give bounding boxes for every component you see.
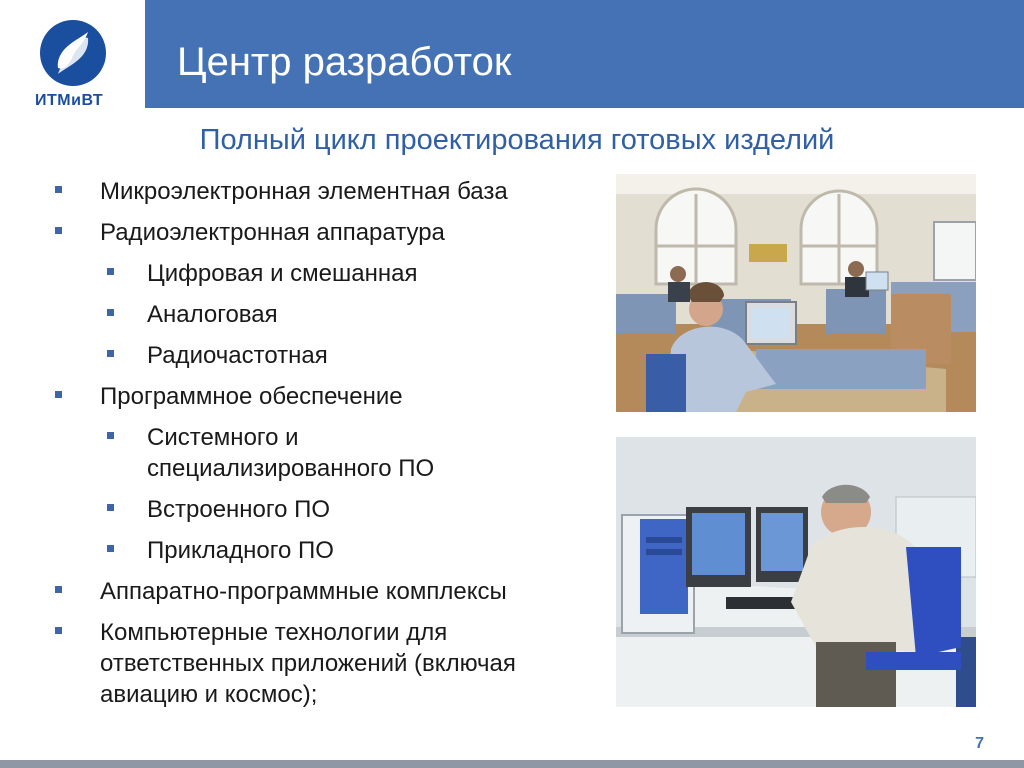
list-item-text: авиацию и космос); [100,681,318,708]
list-item [100,176,508,207]
lab-photo [616,437,976,707]
bullet-marker [107,545,114,552]
footer-bar [0,760,1024,768]
list-item-text: Цифровая и смешанная [147,260,418,287]
list-item [147,340,328,371]
list-item-text: Аналоговая [147,301,278,328]
bullet-marker [55,586,62,593]
list-item-continuation [147,453,434,484]
list-item-continuation [100,648,516,679]
bullet-marker [107,504,114,511]
list-item [100,381,403,412]
list-item-text: Системного и [147,424,299,451]
bullet-marker [55,627,62,634]
list-item-text: Прикладного ПО [147,537,334,564]
bullet-marker [55,391,62,398]
bullet-marker [107,268,114,275]
subtitle: Полный цикл проектирования готовых изделий [199,124,835,156]
list-item-text: Аппаратно-программные комплексы [100,578,507,605]
itmivt-logo-icon [38,18,108,88]
list-item-text: Программное обеспечение [100,383,403,410]
list-item-text: ответственных приложений (включая [100,650,516,677]
page-title: Центр разработок [177,40,512,84]
list-item [100,576,507,607]
bullet-marker [107,350,114,357]
header-bar [145,0,1024,108]
list-item-text: Радиоэлектронная аппаратура [100,219,445,246]
list-item [147,422,299,453]
logo-text: ИТМиВТ [35,92,104,109]
list-item-continuation [100,679,317,710]
bullet-marker [107,309,114,316]
list-item-text: Радиочастотная [147,342,328,369]
list-item-text: специализированного ПО [147,455,435,482]
office-photo [616,174,976,412]
list-item [147,494,330,525]
list-item-text: Компьютерные технологии для [100,619,448,646]
page-number: 7 [975,735,984,752]
list-item-text: Встроенного ПО [147,496,331,523]
list-item [100,617,447,648]
list-item [147,258,417,289]
bullet-marker [107,432,114,439]
office-photo-image [616,174,976,412]
lab-photo-image [616,437,976,707]
bullet-marker [55,186,62,193]
bullet-marker [55,227,62,234]
list-item-text: Микроэлектронная элементная база [100,178,508,205]
logo-area [0,0,145,108]
list-item [147,535,334,566]
list-item [100,217,445,248]
list-item [147,299,278,330]
